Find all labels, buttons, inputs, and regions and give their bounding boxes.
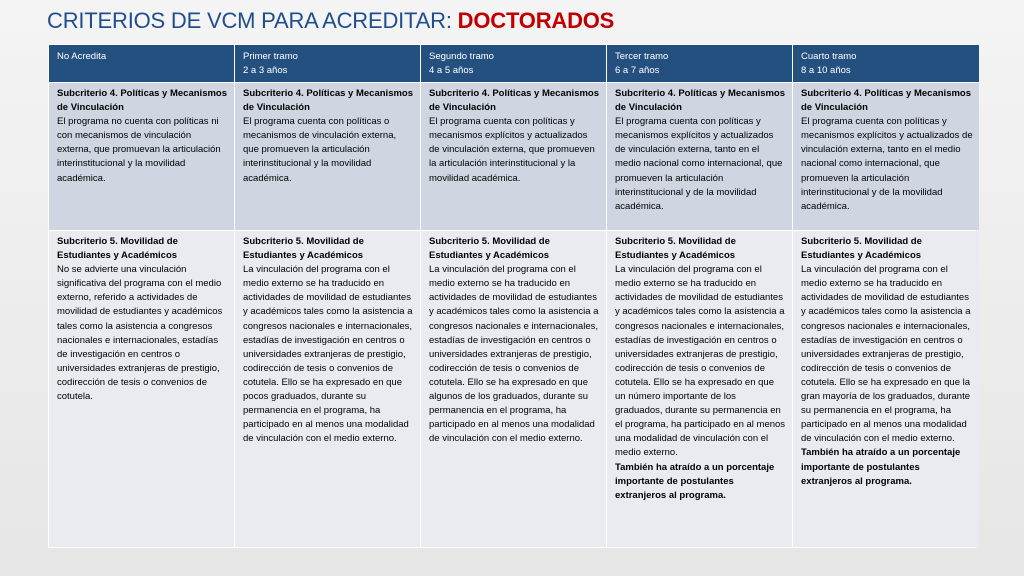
table-cell [607,83,792,230]
column-header-sub: 2 a 3 años [243,65,288,77]
table-cell [421,83,606,230]
column-header-sub: 6 a 7 años [615,65,660,77]
title-highlight: DOCTORADOS [457,8,615,33]
cell-heading: Subcriterio 4. Políticas y Mecanismos de Vinculación [429,88,600,114]
table-cell [49,83,234,230]
cell-extra: También ha atraído a un porcentaje importante de postulantes extranjeros al programa. [801,447,961,487]
cell-heading: Subcriterio 4. Políticas y Mecanismos de Vinculación [243,88,414,114]
column-header-primer-tramo [235,45,420,82]
column-header-label: No Acredita [57,51,107,62]
cell-heading: Subcriterio 4. Políticas y Mecanismos de Vinculación [801,88,972,114]
column-header-sub: 8 a 10 años [801,65,851,77]
page-title [47,8,614,34]
cell-text: El programa cuenta con políticas y mecanismos explícitos y actualizados de vinculación externa, tanto en el medio nacional como internacional, que promueven la articulación interinstitucional y de la movilidad académica. [615,116,783,212]
table-cell [235,231,420,547]
cell-heading: Subcriterio 5. Movilidad de Estudiantes y Académicos [429,236,550,262]
cell-heading: Subcriterio 5. Movilidad de Estudiantes y Académicos [57,236,178,262]
column-header-label: Segundo tramo [429,51,494,62]
table-cell [421,231,606,547]
table-cell [793,231,979,547]
cell-text: La vinculación del programa con el medio externo se ha traducido en actividades de movilidad de estudiantes y académicos tales como la asistencia a congresos nacionales e internacionales, estadías de investigación en centros o universidades extranjeras de prestigio, codirección de tesis o convenios de cotutela. Ello se ha expresado en que la gran mayoría de los graduados, durante su permanencia en el programa, ha participado en al menos una modalidad de vinculación con el medio externo. [801,264,971,445]
column-header-sub: 4 a 5 años [429,65,474,77]
cell-text: El programa cuenta con políticas y mecanismos explícitos y actualizados de vinculación externa, tanto en el medio nacional como internacional, que promueven la articulación interinstitucional y de la movilidad académica. [801,116,973,212]
table-cell [49,231,234,547]
column-header-cuarto-tramo [793,45,979,82]
column-header-segundo-tramo [421,45,606,82]
cell-text: El programa no cuenta con políticas ni con mecanismos de vinculación externa, que promuevan la articulación interinstitucional y la movilidad académica. [57,116,221,184]
column-header-label: Tercer tramo [615,51,669,62]
title-prefix: CRITERIOS DE VCM PARA ACREDITAR: [47,8,458,33]
cell-text: La vinculación del programa con el medio externo se ha traducido en actividades de movilidad de estudiantes y académicos tales como la asistencia a congresos nacionales e internacionales, estadías de investigación en centros o universidades extranjeras de prestigio, codirección de tesis o convenios de cotutela. Ello se ha expresado en que pocos graduados, durante su permanencia en el programa, ha participado en al menos una modalidad de vinculación con el medio externo. [243,264,413,445]
column-header-label: Primer tramo [243,51,298,62]
cell-text: El programa cuenta con políticas o mecanismos de vinculación externa, que promueven la articulación interinstitucional y la movilidad académica. [243,116,397,184]
column-header-no-acredita [49,45,234,82]
table-cell [793,83,979,230]
cell-heading: Subcriterio 5. Movilidad de Estudiantes y Académicos [615,236,736,262]
criteria-table [48,44,976,548]
cell-extra: También ha atraído a un porcentaje importante de postulantes extranjeros al programa. [615,461,775,501]
table-cell [235,83,420,230]
cell-text: La vinculación del programa con el medio externo se ha traducido en actividades de movilidad de estudiantes y académicos tales como la asistencia a congresos nacionales e internacionales, estadías de investigación en centros o universidades extranjeras de prestigio, codirección de tesis o convenios de cotutela. Ello se ha expresado en que algunos de los graduados, durante su permanencia en el programa, ha participado en al menos una modalidad de vinculación con el medio externo. [429,264,599,445]
table-cell [607,231,792,547]
cell-text: El programa cuenta con políticas y mecanismos explícitos y actualizados de vinculación externa, que promueven la articulación interinstitucional y la movilidad académica. [429,116,595,184]
cell-heading: Subcriterio 5. Movilidad de Estudiantes y Académicos [243,236,364,262]
cell-heading: Subcriterio 4. Políticas y Mecanismos de Vinculación [57,88,228,114]
column-header-label: Cuarto tramo [801,51,857,62]
cell-text: No se advierte una vinculación significativa del programa con el medio externo, referido a actividades de movilidad de estudiantes y académicos tales como la asistencia a congresos nacionales e internacionales, estadías de investigación en centros o universidades extranjeras de prestigio, codirección de tesis o convenios de cotutela. [57,264,223,403]
cell-heading: Subcriterio 5. Movilidad de Estudiantes y Académicos [801,236,922,262]
cell-heading: Subcriterio 4. Políticas y Mecanismos de Vinculación [615,88,786,114]
column-header-tercer-tramo [607,45,792,82]
cell-text: La vinculación del programa con el medio externo se ha traducido en actividades de movilidad de estudiantes y académicos tales como la asistencia a congresos nacionales e internacionales, estadías de investigación en centros o universidades extranjeras de prestigio, codirección de tesis o convenios de cotutela. Ello se ha expresado en que un número importante de los graduados, durante su permanencia en el programa, ha participado en al menos una modalidad de vinculación con el medio externo. [615,264,786,459]
